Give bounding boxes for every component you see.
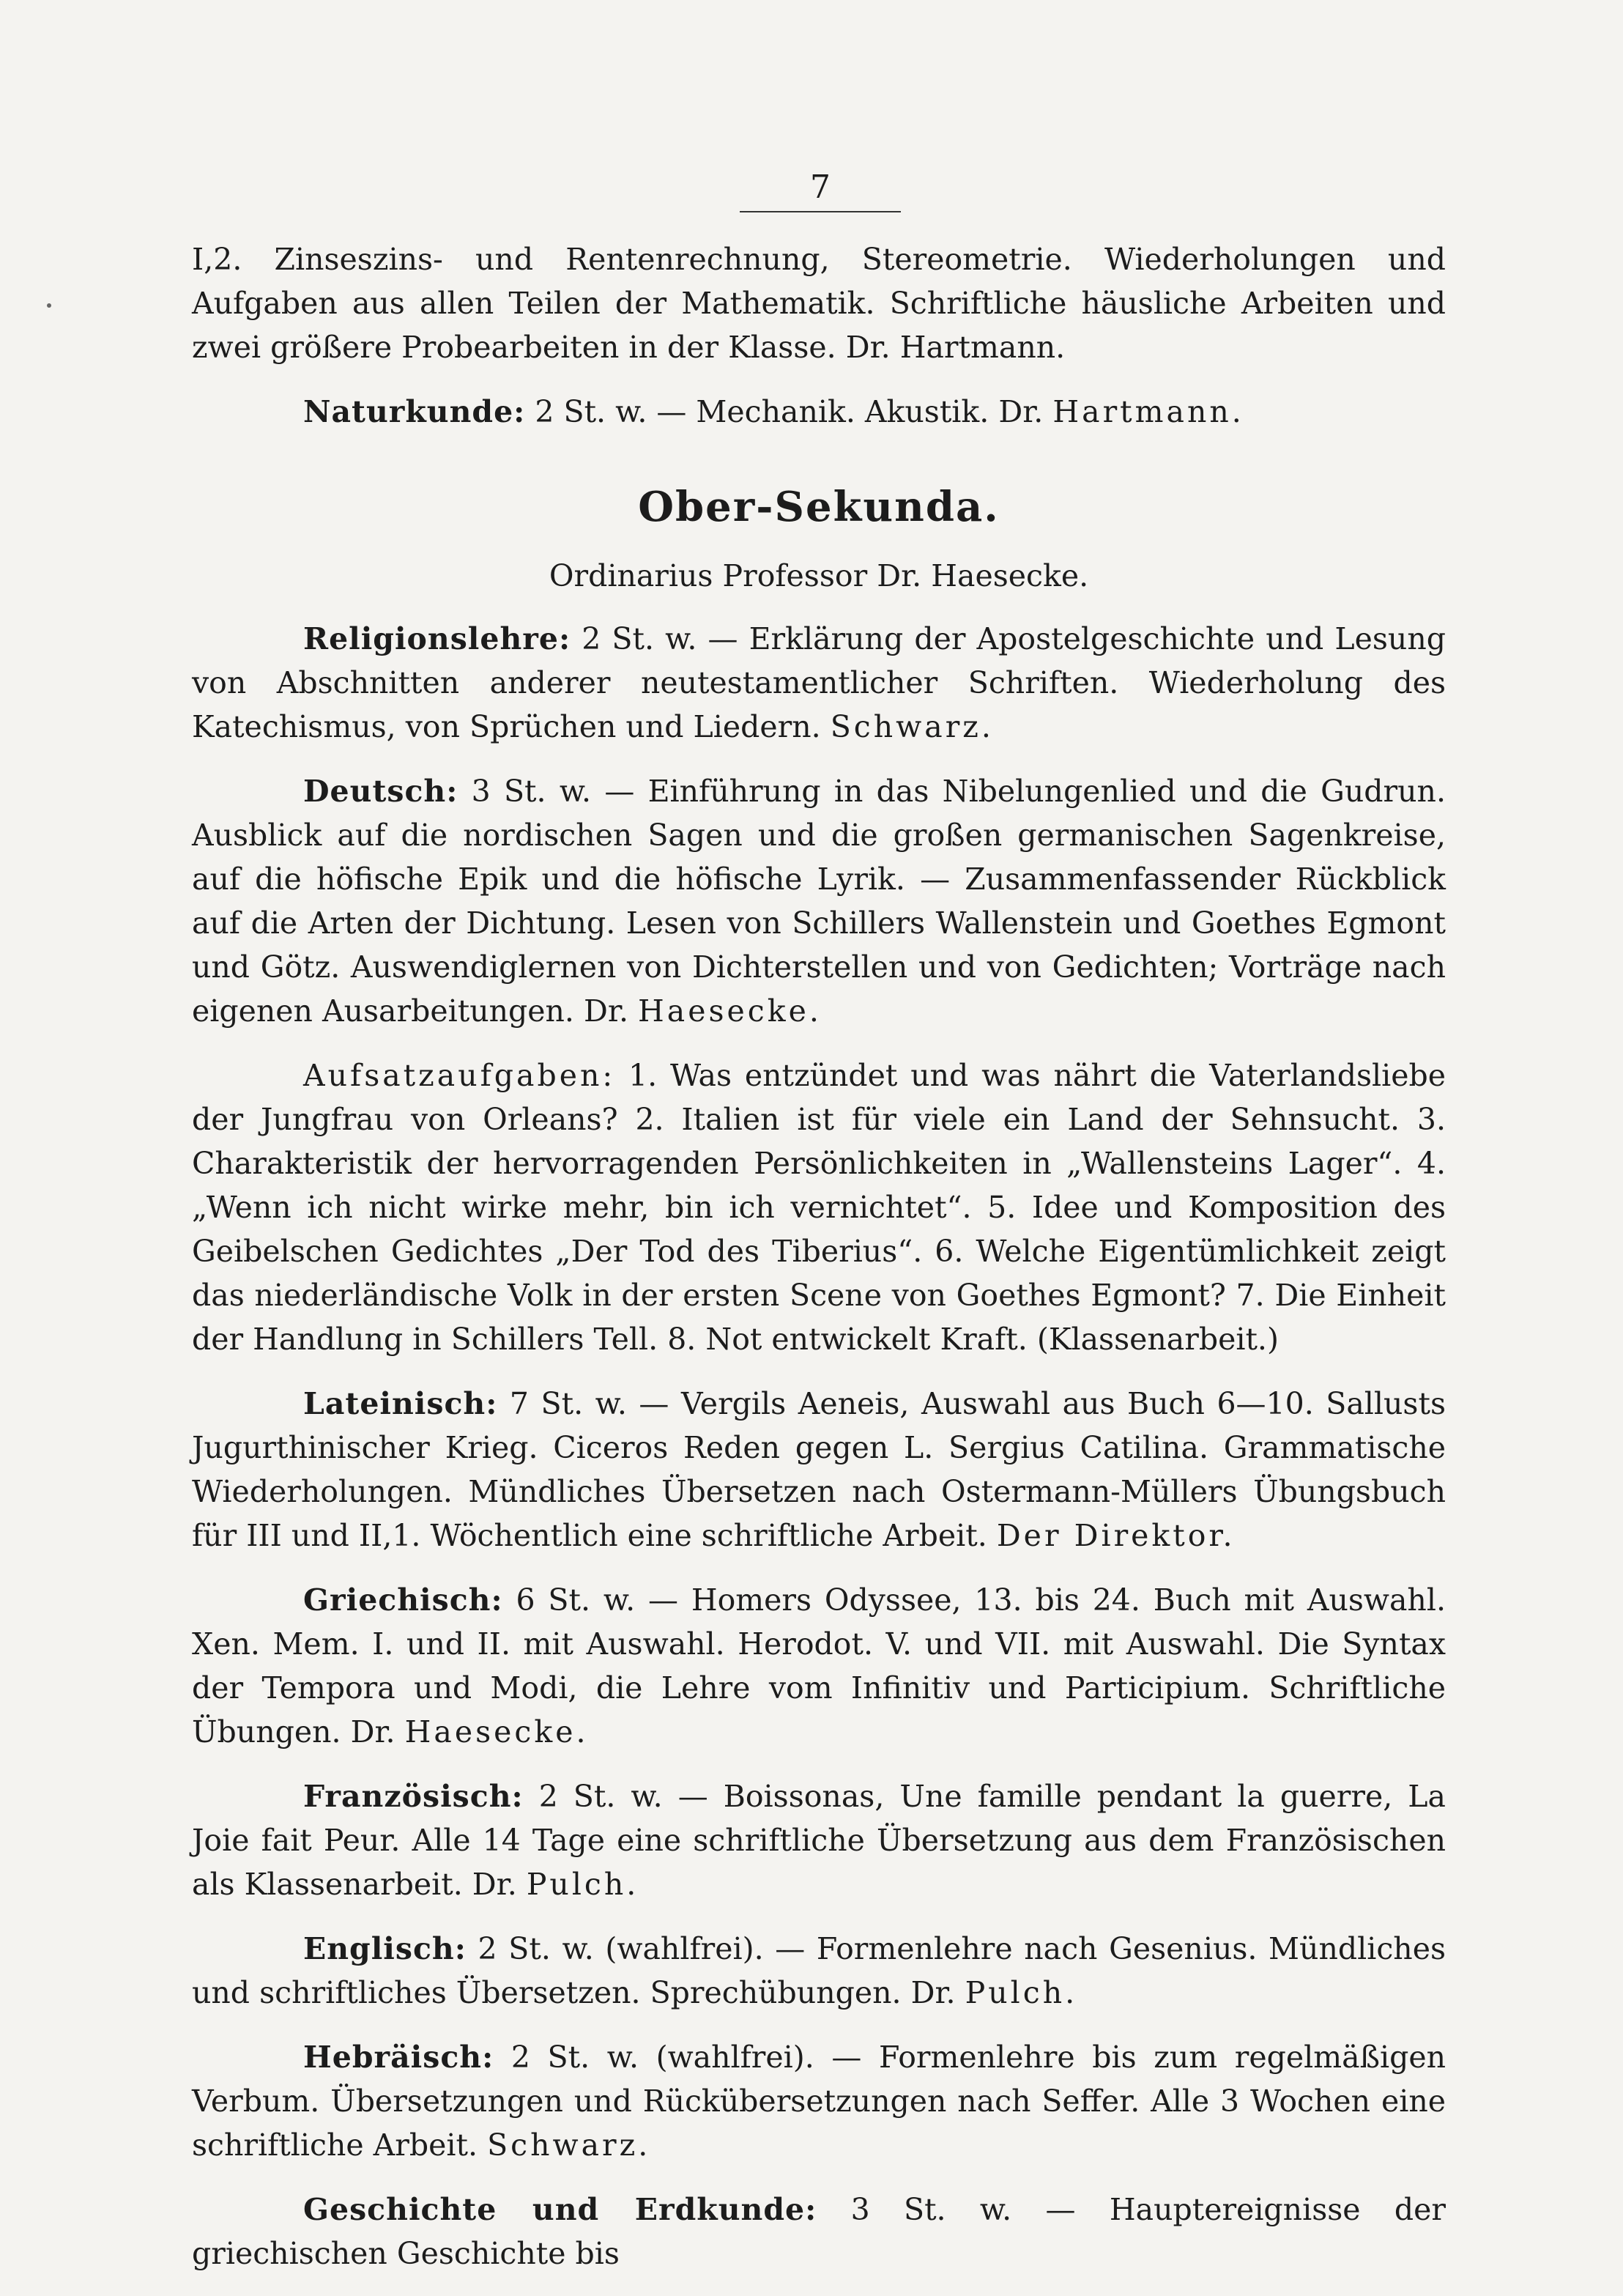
subject-label: Lateinisch: (303, 1386, 498, 1421)
teacher-name: Schwarz. (487, 2127, 651, 2163)
subject-lateinisch (192, 1382, 1446, 1558)
subject-franzoesisch (192, 1774, 1446, 1906)
ordinarius-line: Ordinarius Professor Dr. Haesecke. (549, 558, 1089, 593)
subject-englisch (192, 1927, 1446, 2015)
subject-religionslehre (192, 617, 1446, 749)
subject-griechisch (192, 1578, 1446, 1754)
subject-deutsch (192, 769, 1446, 1033)
teacher-name: Haesecke. (404, 1714, 589, 1749)
subject-text: 1. Was entzündet und was nährt die Vaterlandsliebe der Jungfrau von Orleans? 2. Italien ist für viele ein Land der Sehnsucht. 3. Charakteristik der hervorragenden Persönlichkeiten in „Wallensteins Lager“. 4. „Wenn ich nicht wirke mehr, bin ich vernichtet“. 5. Idee und Komposition des Geibelschen Gedichtes „Der Tod des Tiberius“. 6. Welche Eigentümlichkeit zeigt das niederländische Volk in der ersten Scene von Goethes Egmont? 7. Die Einheit der Handlung in Schillers Tell. 8. Not entwickelt Kraft. (Klassenarbeit.) (192, 1058, 1446, 1357)
intro-paragraph (192, 237, 1446, 369)
subject-geschichte-erdkunde (192, 2188, 1446, 2275)
subject-aufsatzaufgaben (192, 1053, 1446, 1361)
subject-hebraeisch (192, 2035, 1446, 2167)
intro-text: I,2. Zinseszins- und Rentenrechnung, Stereometrie. Wiederholungen und Aufgaben aus allen Teilen der Mathematik. Schriftliche häusliche Arbeiten und zwei größere Probearbeiten in der Klasse. Dr. Hartmann. (192, 242, 1446, 365)
subject-label: Aufsatzaufgaben: (303, 1058, 616, 1093)
subject-text: 7 St. w. — Vergils Aeneis, Auswahl aus Buch 6—10. Sallusts Jugurthinischer Krieg. Ciceros Reden gegen L. Sergius Catilina. Grammatische Wiederholungen. Mündliches Übersetzen nach Ostermann-Müllers Übungsbuch für III und II,1. Wöchentlich eine schriftliche Arbeit. (192, 1386, 1446, 1553)
section-title: Ober-Sekunda. (638, 483, 1000, 531)
teacher-name: Hartmann. (1052, 394, 1244, 429)
teacher-name: Schwarz. (830, 709, 994, 744)
subject-text: 2 St. w. — Boissonas, Une famille pendant la guerre, La Joie fait Peur. Alle 14 Tage eine schriftliche Übersetzung aus dem Französischen als Klassenarbeit. Dr. (192, 1779, 1446, 1902)
body-text (192, 237, 1446, 2296)
subject-text: 2 St. w. (wahlfrei). — Formenlehre nach Gesenius. Mündliches und schriftliches Übersetzen. Sprechübungen. Dr. (192, 1931, 1446, 2010)
page-number: 7 (810, 169, 831, 206)
subject-label: Deutsch: (303, 774, 458, 809)
subject-text: 3 St. w. — Einführung in das Nibelungenlied und die Gudrun. Ausblick auf die nordischen Sagen und die großen germanischen Sagenkreise, auf die höfische Epik und die höfische Lyrik. — Zusammenfassender Rückblick auf die Arten der Dichtung. Lesen von Schillers Wallenstein und Goethes Egmont und Götz. Auswendiglernen von Dichterstellen und von Gedichten; Vorträge nach eigenen Ausarbeitungen. Dr. (192, 774, 1446, 1029)
teacher-name: Der Direktor. (996, 1518, 1236, 1553)
subject-label: Französisch: (303, 1779, 524, 1814)
subject-label: Griechisch: (303, 1582, 503, 1618)
page-number-rule (740, 211, 901, 212)
subject-text: 2 St. w. (wahlfrei). — Formenlehre bis zum regelmäßigen Verbum. Übersetzungen und Rückübersetzungen nach Seffer. Alle 3 Wochen eine schriftliche Arbeit. (192, 2040, 1446, 2163)
subject-text: 6 St. w. — Homers Odyssee, 13. bis 24. Buch mit Auswahl. Xen. Mem. I. und II. mit Auswahl. Herodot. V. und VII. mit Auswahl. Die Syntax der Tempora und Modi, die Lehre vom Infinitiv und Participium. Schriftliche Übungen. Dr. (192, 1582, 1446, 1749)
subject-text: 3 St. w. — Hauptereignisse der griechischen Geschichte bis (192, 2192, 1446, 2271)
subject-label: Englisch: (303, 1931, 467, 1966)
naturkunde-paragraph (192, 390, 1446, 434)
margin-speck (47, 303, 51, 308)
teacher-name: Pulch. (965, 1975, 1078, 2010)
subject-text: 2 St. w. — Erklärung der Apostelgeschichte und Lesung von Abschnitten anderer neutestamentlicher Schriften. Wiederholung des Katechismus, von Sprüchen und Liedern. (192, 621, 1446, 744)
teacher-name: Haesecke. (638, 993, 822, 1029)
subject-label: Hebräisch: (303, 2040, 494, 2075)
subject-text: 2 St. w. — Mechanik. Akustik. Dr. (535, 394, 1044, 429)
subject-label: Naturkunde: (303, 394, 526, 429)
teacher-name: Pulch. (526, 1867, 639, 1902)
subject-label: Religionslehre: (303, 621, 571, 656)
subject-label: Geschichte und Erdkunde: (303, 2192, 817, 2227)
